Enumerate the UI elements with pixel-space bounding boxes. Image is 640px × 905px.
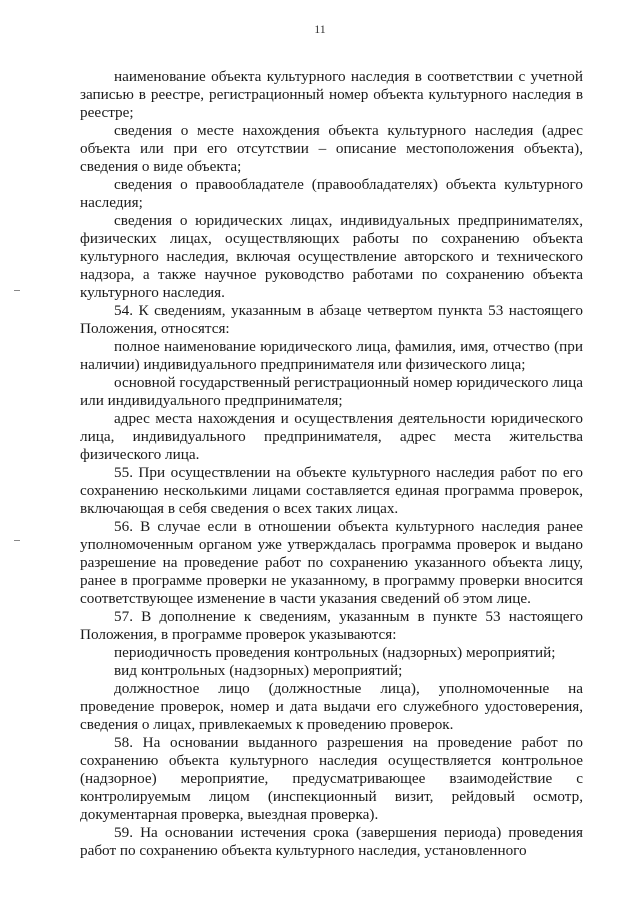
paragraph: 59. На основании истечения срока (завершения периода) проведения работ по сохранению объекта культурного наследия, установленного <box>80 824 583 859</box>
paragraph: наименование объекта культурного наследия в соответствии с учетной записью в реестре, регистрационный номер объекта культурного наследия в реестре; <box>80 68 583 121</box>
paragraph: основной государственный регистрационный номер юридического лица или индивидуального предпринимателя; <box>80 374 583 409</box>
paragraph: 55. При осуществлении на объекте культурного наследия работ по его сохранению несколькими лицами составляется единая программа проверок, включающая в себя сведения о всех таких лицах. <box>80 464 583 517</box>
paragraph: сведения о юридических лицах, индивидуальных предпринимателях, физических лицах, осуществляющих работы по сохранению объекта культурного наследия, включая осуществление авторского и технического надзора, а также научное руководство работами по сохранению объекта культурного наследия. <box>80 212 583 301</box>
paragraph: периодичность проведения контрольных (надзорных) мероприятий; <box>114 644 556 661</box>
margin-mark <box>14 290 20 291</box>
page-number: 11 <box>314 22 326 36</box>
paragraph: сведения о месте нахождения объекта культурного наследия (адрес объекта или при его отсутствии – описание местоположения объекта), сведения о виде объекта; <box>80 122 583 175</box>
document-body <box>80 68 583 860</box>
paragraph: вид контрольных (надзорных) мероприятий; <box>114 662 403 679</box>
paragraph: 54. К сведениям, указанным в абзаце четвертом пункта 53 настоящего Положения, относятся: <box>80 302 583 337</box>
paragraph: 57. В дополнение к сведениям, указанным в пункте 53 настоящего Положения, в программе проверок указываются: <box>80 608 583 643</box>
margin-mark <box>14 540 20 541</box>
paragraph: сведения о правообладателе (правообладателях) объекта культурного наследия; <box>80 176 583 211</box>
paragraph: 58. На основании выданного разрешения на проведение работ по сохранению объекта культурного наследия осуществляется контрольное (надзорное) мероприятие, предусматривающее взаимодействие с контролируемым лицом (инспекционный визит, рейдовый осмотр, документарная проверка, выездная проверка). <box>80 734 583 823</box>
paragraph: полное наименование юридического лица, фамилия, имя, отчество (при наличии) индивидуального предпринимателя или физического лица; <box>80 338 583 373</box>
paragraph: 56. В случае если в отношении объекта культурного наследия ранее уполномоченным органом уже утверждалась программа проверок и выдано разрешение на проведение работ по сохранению указанного объекта лицу, ранее в программе проверки не указанному, в программу проверки вносится соответствующее изменение в части указания сведений об этом лице. <box>80 518 583 607</box>
paragraph: адрес места нахождения и осуществления деятельности юридического лица, индивидуального предпринимателя, адрес места жительства физического лица. <box>80 410 583 463</box>
paragraph: должностное лицо (должностные лица), уполномоченные на проведение проверок, номер и дата выдачи его служебного удостоверения, сведения о лицах, привлекаемых к проведению проверок. <box>80 680 583 733</box>
